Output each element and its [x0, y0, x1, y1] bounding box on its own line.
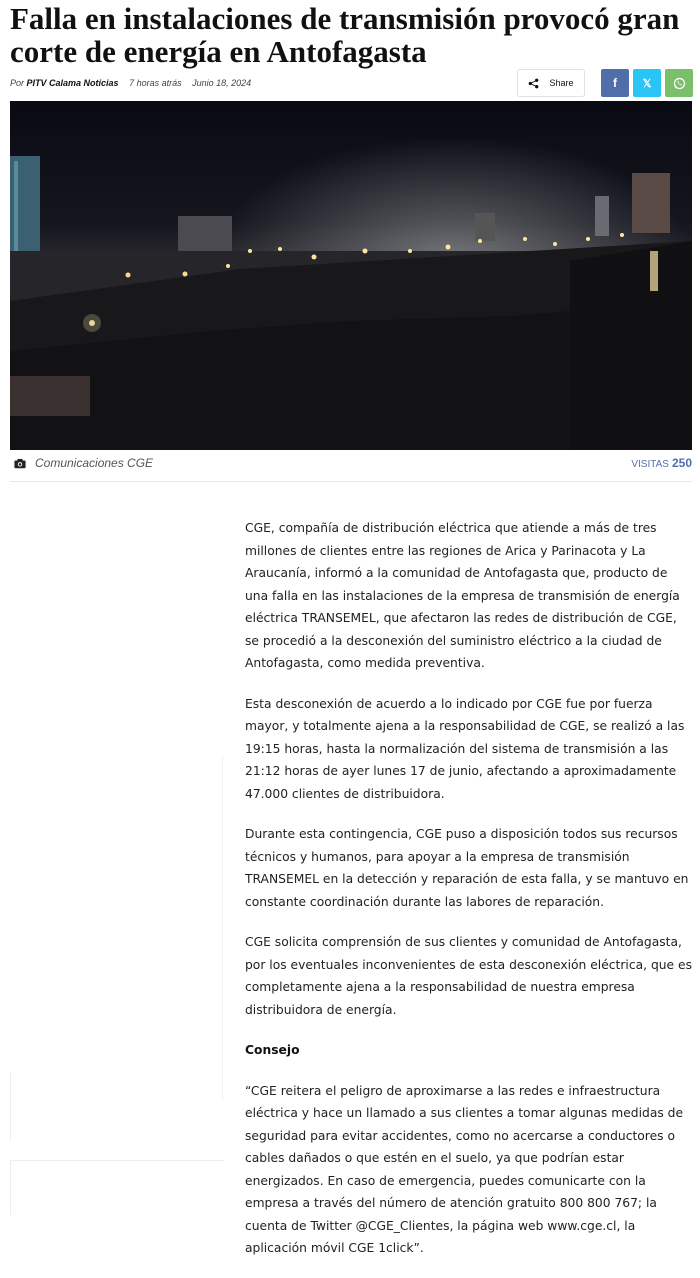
sidebar-widget: [10, 1160, 224, 1215]
share-icon: [528, 78, 539, 89]
whatsapp-icon: [673, 77, 686, 90]
publish-date: Junio 18, 2024: [192, 78, 252, 88]
share-label: Share: [549, 78, 574, 88]
visits-counter: [631, 456, 692, 470]
sidebar-widget: [10, 1072, 224, 1142]
caption-text: Comunicaciones CGE: [35, 456, 154, 470]
paragraph: Durante esta contingencia, CGE puso a disposición todos sus recursos técnicos y humanos, para apoyar a la empresa de transmisión TRANSEMEL en la detección y reparación de esta falla, y se mantuvo en constante coordinación durante las labores de reparación.: [245, 827, 689, 909]
paragraph: Esta desconexión de acuerdo a lo indicado por CGE fue por fuerza mayor, y totalmente ajena a la responsabilidad de CGE, se realizó a las 19:15 horas, hasta la normalización del sistema de transmisión a las 21:12 horas de ayer lunes 17 de junio, afectando a aproximadamente 47.000 clientes de distribuidora.: [245, 696, 685, 801]
subheading: Consejo: [245, 1043, 300, 1057]
visits-count: 250: [671, 456, 692, 470]
time-ago: 7 horas atrás: [129, 78, 182, 88]
twitter-share-button[interactable]: [633, 69, 661, 97]
sidebar-divider: [222, 755, 223, 1100]
visits-label: VISITAS: [631, 459, 669, 470]
image-caption: [14, 456, 153, 470]
paragraph: CGE solicita comprensión de sus clientes y comunidad de Antofagasta, por los eventuales inconvenientes de esta desconexión eléctrica, que es completamente ajena a la responsabilidad de nuestra empresa distribuidora de energía.: [245, 935, 693, 1017]
facebook-share-button[interactable]: [601, 69, 629, 97]
author-link[interactable]: PITV Calama Noticias: [26, 78, 119, 88]
share-button[interactable]: [517, 69, 585, 97]
article-meta: [10, 78, 251, 88]
article-title: Falla en instalaciones de transmisión provocó gran corte de energía en Antofagasta: [10, 1, 680, 69]
paragraph: “CGE reitera el peligro de aproximarse a las redes e infraestructura eléctrica y hace un llamado a sus clientes a tomar algunas medidas de seguridad para evitar accidentes, como no acercarse a conductores o cables dañados o que estén en el suelo, ya que podrían estar energizados. En caso de emergencia, puedes comunicarte con la empresa a través del número de atención gratuito 800 800 767; la cuenta de Twitter @CGE_Clientes, la página web www.cge.cl, la aplicación móvil CGE 1click”.: [245, 1083, 684, 1255]
paragraph: CGE, compañía de distribución eléctrica que atiende a más de tres millones de clientes entre las regiones de Arica y Parinacota y La Araucanía, informó a la comunidad de Antofagasta que, producto de una falla en las instalaciones de la empresa de transmisión de energía eléctrica TRANSEMEL, que afectaron las redes de distribución de CGE, se procedió a la desconexión del suministro eléctrico a la ciudad de Antofagasta, como medida preventiva.: [245, 521, 680, 670]
facebook-icon: f: [613, 76, 617, 90]
twitter-x-icon: 𝕏: [642, 77, 652, 90]
whatsapp-share-button[interactable]: [665, 69, 693, 97]
hero-image: [10, 101, 692, 450]
camera-icon: [14, 458, 26, 469]
by-label: Por: [10, 78, 25, 88]
article-body: [245, 517, 692, 1278]
section-divider: [10, 481, 692, 482]
